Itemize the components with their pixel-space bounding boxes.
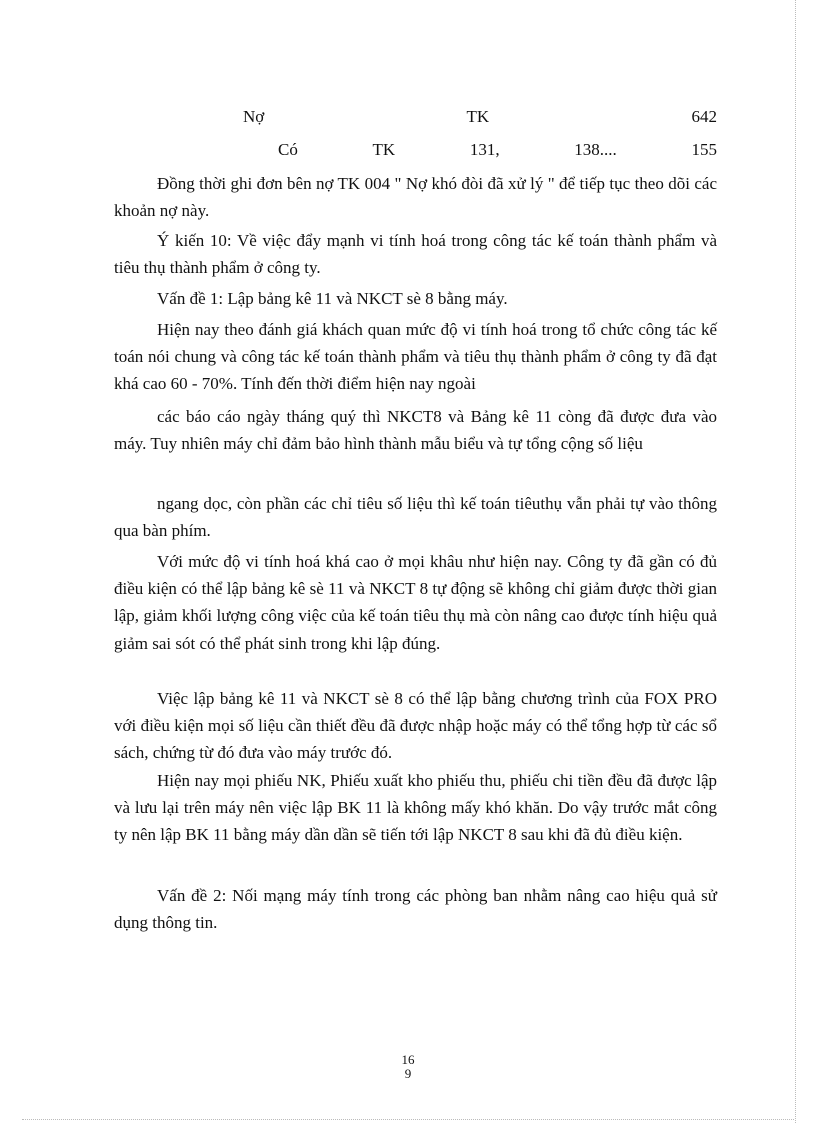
bottom-margin-guide xyxy=(22,1119,794,1120)
paragraph-reports-in-machine: các báo cáo ngày tháng quý thì NKCT8 và Bảng kê 11 còng đã được đưa vào máy. Tuy nhiên máy chỉ đảm bảo hình thành mẫu biểu và tự tổng cộng số liệu xyxy=(114,407,717,454)
paragraph-manual-entry: ngang dọc, còn phần các chỉ tiêu số liệu thì kế toán tiêuthụ vẫn phải tự vào thông qua bàn phím. xyxy=(114,494,717,541)
credit-account-label: TK xyxy=(372,140,396,159)
issue-1-heading: Vấn đề 1: Lập bảng kê 11 và NKCT sè 8 bằng máy. xyxy=(157,289,508,308)
right-margin-guide xyxy=(795,0,796,1123)
paragraph-write-off-note: Đồng thời ghi đơn bên nợ TK 004 " Nợ khó đòi đã xử lý " để tiếp tục theo dõi các khoản nợ này. xyxy=(114,174,717,221)
paragraph-vouchers: Hiện nay mọi phiếu NK, Phiếu xuất kho phiếu thu, phiếu chi tiền đều đã được lập và lưu lại trên máy nên việc lập BK 11 là không mấy khó khăn. Do vậy trước mắt công ty nên lập BK 11 bằng máy dần dần sẽ tiến tới lập NKCT 8 sau khi đã đủ điều kiện. xyxy=(114,771,717,845)
page-number-line-2: 9 xyxy=(404,1066,412,1081)
opinion-10-heading: Ý kiến 10: Về việc đẩy mạnh vi tính hoá trong công tác kế toán thành phẩm và tiêu thụ thành phẩm ở công ty. xyxy=(114,231,717,278)
page-number xyxy=(398,1053,418,1081)
debit-label: Nợ xyxy=(243,107,265,126)
debit-account-number: 642 xyxy=(691,107,717,126)
credit-account-1: 131, xyxy=(469,140,500,159)
debit-entry-line xyxy=(243,103,717,130)
paragraph-foxpro: Việc lập bảng kê 11 và NKCT sè 8 có thể lập bằng chương trình của FOX PRO với điều kiện mọi số liệu cần thiết đều đã được nhập hoặc máy có thể tổng hợp từ các sổ sách, chứng từ đó đưa vào máy trước đó. xyxy=(114,689,717,763)
paragraph-automation-conditions: Với mức độ vi tính hoá khá cao ở mọi khâu như hiện nay. Công ty đã gần có đủ điều kiện có thể lập bảng kê sè 11 và NKCT 8 tự động sẽ không chỉ giảm được thời gian lập, giảm khối lượng công việc của kế toán tiêu thụ mà còn nâng cao được tính hiệu quả giảm sai sót có thể phát sinh trong khi lập đúng. xyxy=(114,552,717,653)
issue-2-heading: Vấn đề 2: Nối mạng máy tính trong các phòng ban nhằm nâng cao hiệu quả sử dụng thông tin. xyxy=(114,886,717,933)
page-number-line-1: 16 xyxy=(401,1052,415,1067)
debit-account-label: TK xyxy=(466,107,490,126)
credit-account-2: 138.... xyxy=(574,140,617,159)
credit-label: Có xyxy=(278,140,298,159)
credit-entry-line xyxy=(278,136,717,163)
credit-account-3: 155 xyxy=(691,140,717,159)
paragraph-computerization-level: Hiện nay theo đánh giá khách quan mức độ vi tính hoá trong tổ chức công tác kế toán nói chung và công tác kế toán thành phẩm và tiêu thụ thành phẩm ở công ty đã đạt khá cao 60 - 70%. Tính đến thời điểm hiện nay ngoài xyxy=(114,320,717,394)
